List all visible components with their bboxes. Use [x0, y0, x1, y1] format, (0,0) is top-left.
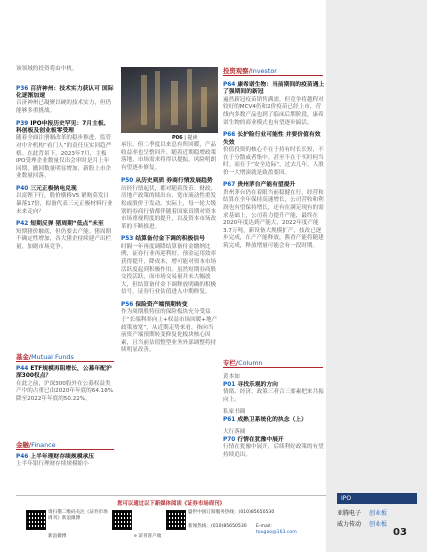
- column-list: [223, 374, 326, 464]
- page-ref: P61: [223, 416, 236, 423]
- article-summary: 行情在犹豫中展开，后续利好政策的有望持续追出。: [223, 444, 324, 458]
- section-title-en: Finance: [31, 441, 56, 449]
- article-title: 长护险行业可能性 并要价值有效失效: [223, 132, 321, 146]
- section-title: 投资观察: [223, 67, 249, 75]
- column-author: 黄本如: [223, 374, 240, 380]
- column-item-p70[interactable]: [223, 429, 326, 459]
- qr-code-subscribe[interactable]: [166, 510, 186, 530]
- section-header-column: 专栏/Column: [223, 358, 323, 368]
- footer-title: 您可以通过以下新媒体阅读《证券市场周刊》: [117, 501, 225, 507]
- column-author: 私家书圈: [223, 409, 246, 416]
- contact-line: 盛世中国订阅服务热线：(010)85650530: [188, 510, 275, 515]
- qr-code-app[interactable]: [112, 510, 132, 530]
- board-name: 创业板: [368, 521, 387, 528]
- column-item-p61[interactable]: [223, 409, 326, 424]
- article-summary: 以富锂下行，股价横移V5 紧购莫发日暴落17倍，拟备代表三元正极材料行业未来走向？: [16, 193, 113, 215]
- page-number: 03: [393, 527, 407, 538]
- qr-code-weibo[interactable]: [26, 510, 46, 530]
- article-title: 从历史到质 券商行情发展趋势: [135, 178, 213, 185]
- article-summary: 历经行情起伏，都对随着货币、财政、房地产政策的续出台，宽市流动性重发松或股价于发动。实际上，每一轮大级别的券商行情都伴随着国家真期对资本市场重视程度的提升，以及资本市场改革的不断推进。: [121, 185, 217, 230]
- qr-caption-2: 新浪微博: [48, 534, 67, 539]
- article-title: 成熟卫系统化的执念（上）: [237, 416, 307, 423]
- finance-block: [16, 454, 114, 474]
- section-header-finance: 金融/Finance: [16, 440, 114, 450]
- section-title-en: Mutual Funds: [31, 353, 74, 361]
- carry-over-text: 承压。但二季度以来总有所回暖，产品收益率也呈整回升。随着近期稳增政策落地，市场需求将得以提振，风险明朗有望逐步修复。: [121, 142, 217, 171]
- page-ref: P46: [16, 454, 29, 460]
- article-title: 三元正极钠电兑现: [30, 185, 77, 192]
- page-ref: P64: [223, 82, 236, 88]
- article-summary: 上半年银行理财存续规模缩小: [16, 461, 89, 468]
- article-summary: 价值投资的核心不在于持有时长长短，不在于分散或者集中、甚至不在于买时何当时。而在于“安全边际”，过去几年，人股价一大增滚就是致盈要因。: [223, 147, 324, 176]
- ipo-row[interactable]: [337, 508, 417, 517]
- article-summary: 作为周期股特征的保险板块充分受益于“长端利率向上+权益市场回暖+地产政策放宽”，从近期走势来看，指向当前资产端预期转变修复化板块核心因素，且当前估值整型业务外部调整将持续明显改善。: [121, 309, 218, 354]
- email-label: E-mail:: [256, 524, 272, 529]
- page-ref: P44: [16, 366, 29, 372]
- article-p42[interactable]: [16, 221, 114, 251]
- page-ref: P39: [16, 120, 29, 127]
- qr-caption: 请扫描二维码关注《证券市场周刊》新浪微博: [48, 510, 108, 521]
- article-summary: 遍然新冠疫苗销售满需，但竞争将越程对较好的MCV4仍和2价疫苗已经上市，营线内多数产品也到了临床后期阶段，康希诺生物的商业模式也有望逐步搞活。: [223, 96, 324, 126]
- company-name: 威力传动: [337, 521, 362, 528]
- ipo-tag: IPO: [337, 493, 417, 504]
- column-middle: [121, 142, 218, 360]
- section-header-investor: 投资观察/Investor: [223, 66, 323, 76]
- article-p46[interactable]: [16, 454, 114, 469]
- article-summary: 时隔一年再度调降结算备付金缴纳比例，证券行业再迎利好。预金运用效率获得提升，降成本，增可能对资本市场活跃度起到积极作用。虽然短期券商股交投活跃，而市场交易量并未大幅放大，但结算备付金下调释放明确的积极信号，证券行业估值进入中期修复。: [121, 243, 217, 296]
- article-title: 贵州茅台产能有望提升: [237, 182, 296, 189]
- page-ref: P36: [16, 85, 29, 92]
- section-title: 专栏: [223, 359, 236, 367]
- page-ref: P70: [223, 436, 236, 443]
- company-name: 亚腾电子: [337, 510, 362, 517]
- article-p50[interactable]: [121, 178, 218, 231]
- column-item-p01[interactable]: [223, 374, 326, 404]
- article-title: ETF规模再阻增长，公募年配沪深300权点？: [16, 366, 112, 380]
- article-title: 保险资产端预期转变: [135, 301, 188, 308]
- article-p53[interactable]: [121, 236, 218, 297]
- article-p40[interactable]: [16, 186, 114, 216]
- page-ref: P50: [121, 178, 134, 185]
- cover-photo-city: [121, 67, 218, 133]
- page-ref: P53: [121, 236, 134, 243]
- section-title: 基金: [16, 353, 29, 361]
- article-p67[interactable]: [223, 182, 326, 250]
- page-ref: P66: [223, 132, 236, 139]
- photo-caption-page: P06: [172, 135, 183, 141]
- footer-subscribe: [16, 495, 326, 546]
- article-p44[interactable]: [16, 366, 114, 404]
- section-header-funds: 基金/Mutual Funds: [16, 352, 114, 362]
- article-p56[interactable]: [121, 302, 218, 355]
- page-ref: P67: [223, 182, 236, 189]
- article-summary: 百济神州已凝聚以硬的技术实力，但仍能够多重挑战。: [16, 100, 112, 114]
- board-name: 创业板: [368, 510, 387, 517]
- page-ref: P56: [121, 301, 134, 308]
- article-summary: 随着全面注册制改革的稳步推进，监管对中介机构“看门人”的责任压实回趋严格。在此背景下，2023年7月，主板IPO受理企业数量仅出会审时是月上年同期，撤回数量明显增加，新股上市企业数量回落。: [16, 135, 112, 180]
- section-title: 金融: [16, 441, 29, 449]
- article-title: 寻找乐观的方向: [237, 381, 278, 388]
- article-title: 百济神州：技术实力获认可 国际化逐渐加速: [16, 85, 114, 99]
- article-p64[interactable]: [223, 82, 326, 127]
- article-title: 上半年理财存续规模承压: [30, 454, 95, 460]
- page-ref: P01: [223, 381, 236, 388]
- article-summary: 在此之前，沪深300股外在公募权益类产中的占重已由2020年年底的64.18%降至2022年年底的50.22%。: [16, 380, 114, 402]
- mini-tag: e 读刊客户端: [134, 534, 162, 539]
- article-summary: 贵州茅台仍在着眼当前稳健在行，经营和结算在全年保持高速增长，公司营收和利润也有望保持增长，还有在满足现有的需求基础上，公司着力提升产能，最终在2020年度达到产能大，2022年度产能3.7万吨，新设备大规模扩产，技改已逐步完成，在产产能释放，酱香产能将随建筑完成，释放增量可能会有一段时期。: [223, 189, 324, 249]
- page-ref: P42: [16, 221, 29, 228]
- article-title: 结算备付金下调的积极信号: [135, 236, 205, 243]
- article-title: 行情在犹豫中展开: [237, 436, 284, 443]
- article-title: 康希诺生物：当前期间的疫苗遇上了强期间的新冠: [223, 82, 325, 96]
- article-summary: 短期猪价触底，但仍要去产能。猪周期不确定性增加，各大猪企持续建产出栏量，加剧市场竞争。: [16, 228, 112, 250]
- article-p39[interactable]: [16, 121, 114, 181]
- right-sidebar: [326, 0, 427, 552]
- article-title: IPO申报历史罕见：7月主板、科创板及创业板零受理: [16, 120, 110, 134]
- photo-caption-label: | 提读: [184, 135, 198, 141]
- article-p36[interactable]: [16, 86, 114, 116]
- email-address[interactable]: tougao@163.com: [256, 530, 297, 535]
- carry-over-text: 该领域的投资将由中机。: [16, 66, 78, 72]
- contact-line: 新闻热线：(010)85650530: [188, 524, 247, 529]
- article-p66[interactable]: [223, 132, 326, 177]
- section-title-en: Investor: [250, 67, 277, 75]
- page-ref: P40: [16, 185, 29, 192]
- column-left: [16, 66, 114, 256]
- section-title-en: Column: [238, 359, 263, 367]
- photo-caption: [172, 134, 198, 141]
- column-right: [223, 82, 326, 256]
- article-title: 短期反弹 猪周期“低点”未至: [30, 221, 104, 228]
- funds-block: [16, 366, 114, 409]
- column-author: 大行落阔: [223, 429, 246, 436]
- article-summary: 情绪、经济、政策三者合三要素把来共振向上。: [223, 389, 324, 403]
